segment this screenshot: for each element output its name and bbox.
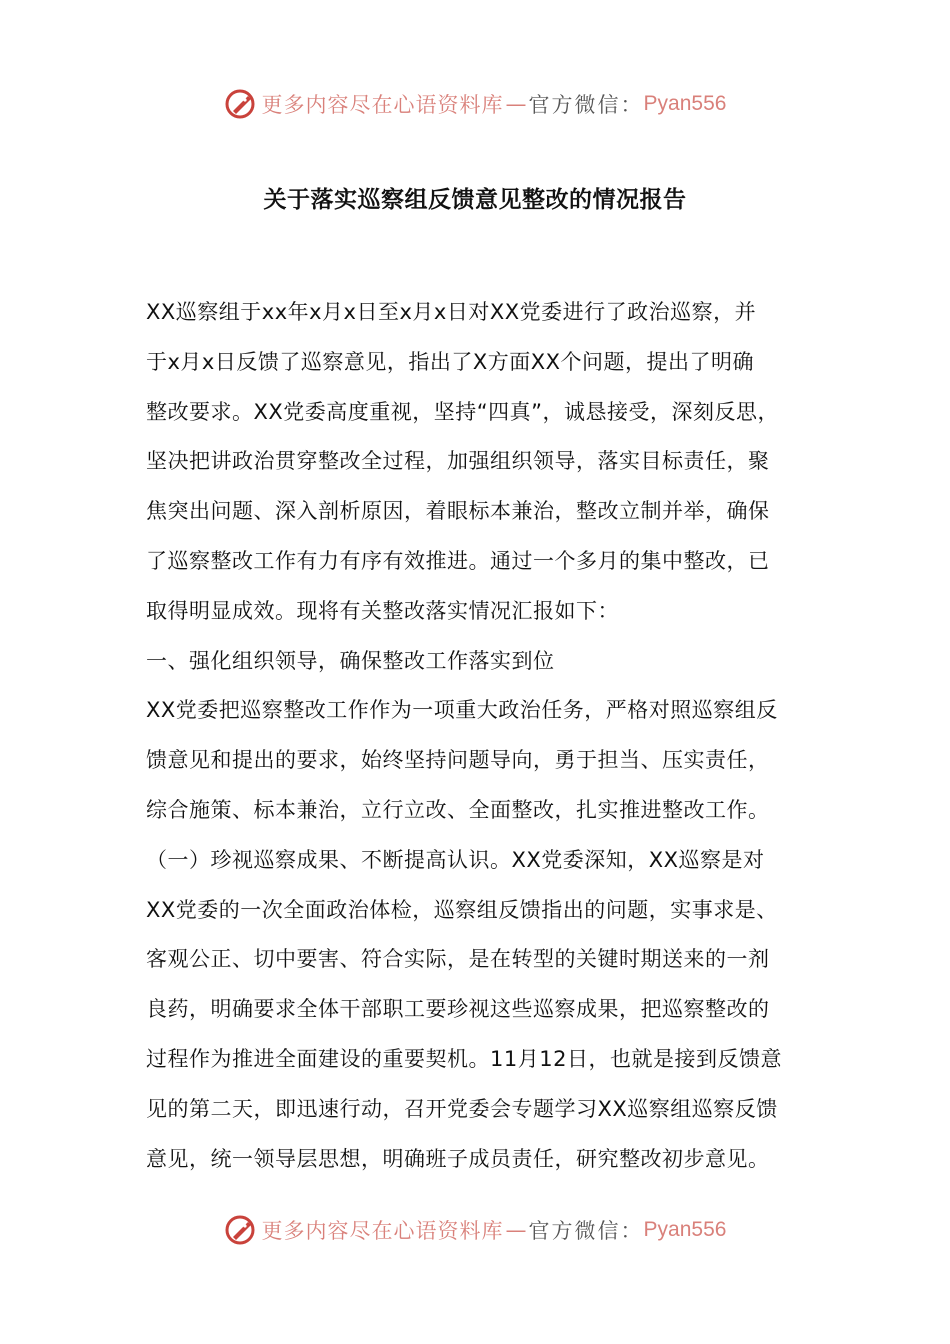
body-line: 整改要求。XX党委高度重视，坚持“四真”，诚恳接受，深刻反思， [146,399,780,424]
watermark-main-text: 更多内容尽在心语资料库 [261,93,504,117]
watermark-dash: — [505,92,527,116]
body-line: 意见，统一领导层思想，明确班子成员责任，研究整改初步意见。 [146,1146,770,1171]
body-line: 坚决把讲政治贯穿整改全过程，加强组织领导，落实目标责任，聚 [146,449,770,474]
body-line: 良药，明确要求全体干部职工要珍视这些巡察成果，把巡察整改的 [146,997,770,1022]
header-watermark [0,84,950,124]
subsection-line: （一）珍视巡察成果、不断提高认识。XX党委深知，XX巡察是对 [146,847,765,872]
body-line: 取得明显成效。现将有关整改落实情况汇报如下： [146,598,619,623]
body-line: 馈意见和提出的要求，始终坚持问题导向，勇于担当、压实责任， [146,748,770,773]
watermark-main-text: 更多内容尽在心语资料库 [261,1219,504,1243]
body-line: 过程作为推进全面建设的重要契机。11月12日，也就是接到反馈意 [146,1046,782,1071]
pen-nib-logo-icon [224,1213,258,1247]
watermark-label: 官方微信： [528,93,644,117]
body-line: 于x月x日反馈了巡察意见，指出了X方面XX个问题，提出了明确 [146,349,755,374]
footer-watermark [0,1210,950,1250]
watermark-wechat-id: Pyan556 [643,1218,727,1241]
section-heading: 一、强化组织领导，确保整改工作落实到位 [146,648,555,673]
body-line: XX党委把巡察整改工作作为一项重大政治任务，严格对照巡察组反 [146,698,778,723]
body-line: 了巡察整改工作有力有序有效推进。通过一个多月的集中整改，已 [146,548,770,573]
body-line: XX巡察组于xx年x月x日至x月x日对XX党委进行了政治巡察，并 [146,300,757,324]
body-line: 焦突出问题、深入剖析原因，着眼标本兼治，整改立制并举，确保 [146,499,770,524]
watermark-label: 官方微信： [528,1219,644,1243]
document-body [146,288,826,1184]
pen-nib-logo-icon [224,87,258,121]
body-line: XX党委的一次全面政治体检，巡察组反馈指出的问题，实事求是、 [146,897,778,922]
document-title: 关于落实巡察组反馈意见整改的情况报告 [263,187,687,213]
body-line: 见的第二天，即迅速行动，召开党委会专题学习XX巡察组巡察反馈 [146,1096,778,1121]
watermark-dash: — [505,1218,527,1242]
body-line: 综合施策、标本兼治，立行立改、全面整改，扎实推进整改工作。 [146,797,770,822]
body-line: 客观公正、切中要害、符合实际，是在转型的关键时期送来的一剂 [146,947,770,972]
watermark-wechat-id: Pyan556 [643,92,727,115]
